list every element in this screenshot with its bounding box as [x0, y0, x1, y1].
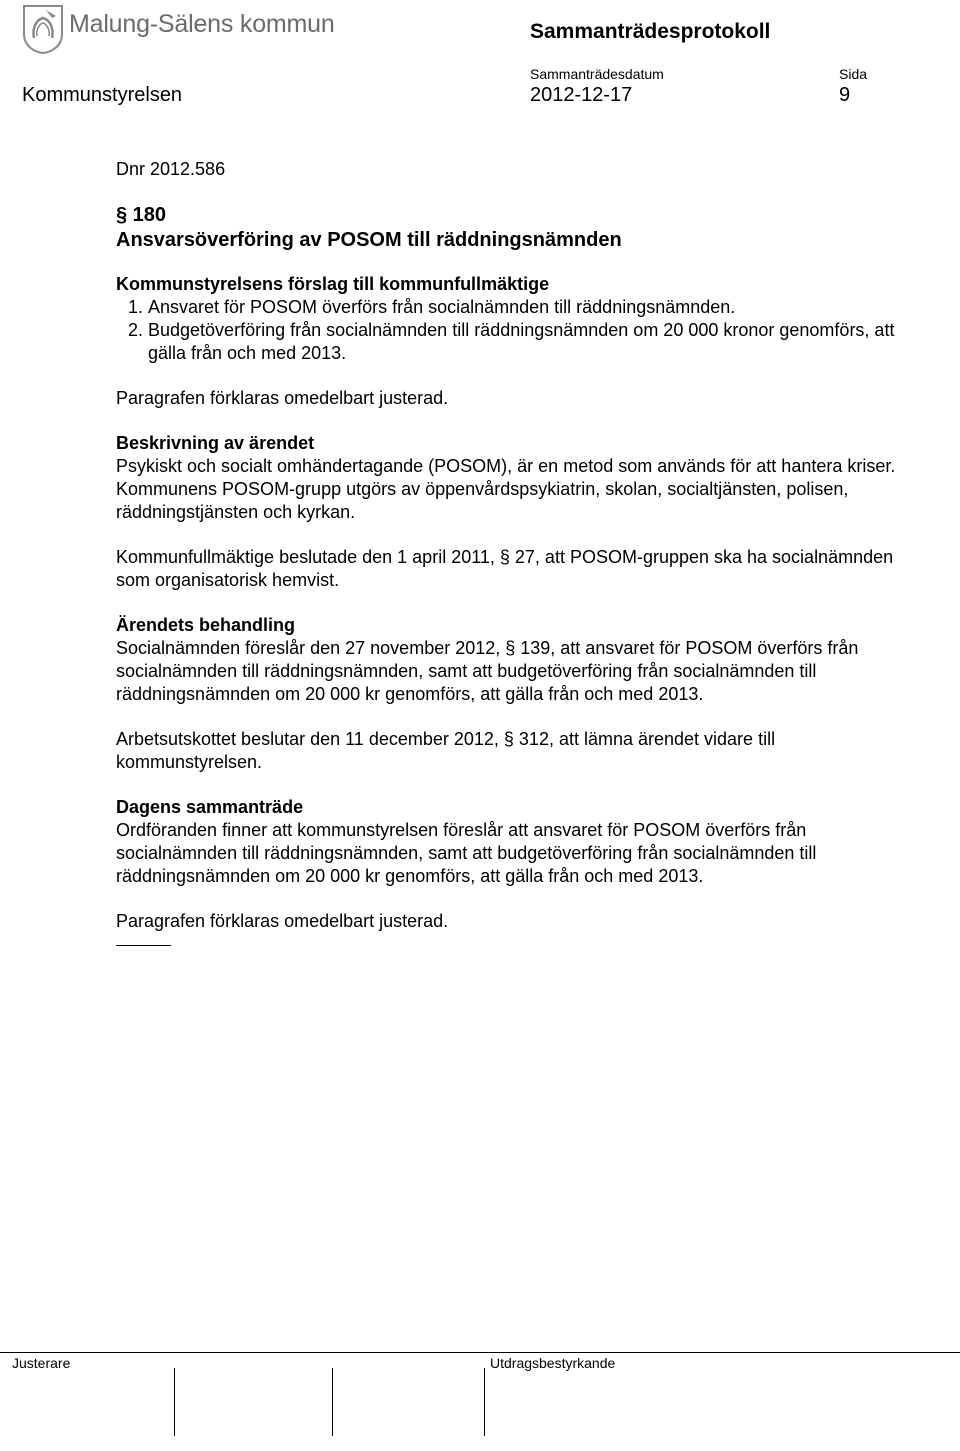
handling-paragraph: Arbetsutskottet beslutar den 11 december 2012, § 312, att lämna ärendet vidare till kommunstyrelsen. [116, 729, 776, 772]
handling-heading: Ärendets behandling [116, 615, 296, 635]
signature-box-divider [332, 1368, 333, 1436]
description-paragraph: Kommunfullmäktige beslutade den 1 april 2011, § 27, att POSOM-gruppen ska ha socialnämnden som organisatorisk hemvist. [116, 547, 894, 590]
certification-label: Utdragsbestyrkande [490, 1355, 616, 1371]
proposal-item: 2. Budgetöverföring från socialnämnden till räddningsnämnden om 20 000 kronor genomförs, att gälla från och med 2013. [148, 319, 906, 365]
meeting-paragraph: Ordföranden finner att kommunstyrelsen föreslår att ansvaret för POSOM överförs från socialnämnden till räddningsnämnden, samt att budgetöverföring från socialnämnden till räddningsnämnden om 20 000 kr genomförs, att gälla från och med 2013. [116, 820, 817, 886]
description-paragraph: Psykiskt och socialt omhändertagande (POSOM), är en metod som används för att hantera kriser. Kommunens POSOM-grupp utgörs av öppenvårdspsykiatrin, skolan, socialtjänsten, polisen, räddningstjänsten och kyrkan. [116, 456, 896, 522]
end-rule [116, 933, 171, 946]
coat-of-arms-icon [22, 4, 64, 54]
footer-divider [0, 1352, 960, 1353]
proposal-note: Paragrafen förklaras omedelbart justerad. [116, 388, 449, 408]
committee-name: Kommunstyrelsen [22, 84, 183, 106]
date-label: Sammanträdesdatum [530, 66, 664, 82]
protocol-body [116, 158, 906, 946]
signature-box-divider [174, 1368, 175, 1436]
signature-box-divider [484, 1368, 485, 1436]
proposal-list [116, 296, 906, 365]
paragraph-number: § 180 [116, 204, 167, 226]
description-heading: Beskrivning av ärendet [116, 433, 315, 453]
document-type-title: Sammanträdesprotokoll [530, 20, 771, 43]
page-label: Sida [839, 66, 868, 82]
page-number: 9 [839, 84, 851, 106]
municipality-logo [22, 4, 335, 56]
proposal-heading: Kommunstyrelsens förslag till kommunfullmäktige [116, 274, 550, 294]
org-name: Malung-Sälens kommun [69, 10, 335, 38]
meeting-heading: Dagens sammanträde [116, 797, 304, 817]
proposal-item: 1. Ansvaret för POSOM överförs från socialnämnden till räddningsnämnden. [148, 296, 906, 319]
case-title: Ansvarsöverföring av POSOM till räddningsnämnden [116, 229, 622, 251]
case-dnr: Dnr 2012.586 [116, 159, 226, 179]
signatory-label: Justerare [12, 1355, 71, 1371]
meeting-date: 2012-12-17 [530, 84, 633, 106]
handling-paragraph: Socialnämnden föreslår den 27 november 2012, § 139, att ansvaret för POSOM överförs från socialnämnden till räddningsnämnden, samt att budgetöverföring från socialnämnden till räddningsnämnden om 20 000 kr genomförs, att gälla från och med 2013. [116, 638, 859, 704]
meeting-note: Paragrafen förklaras omedelbart justerad. [116, 911, 449, 931]
